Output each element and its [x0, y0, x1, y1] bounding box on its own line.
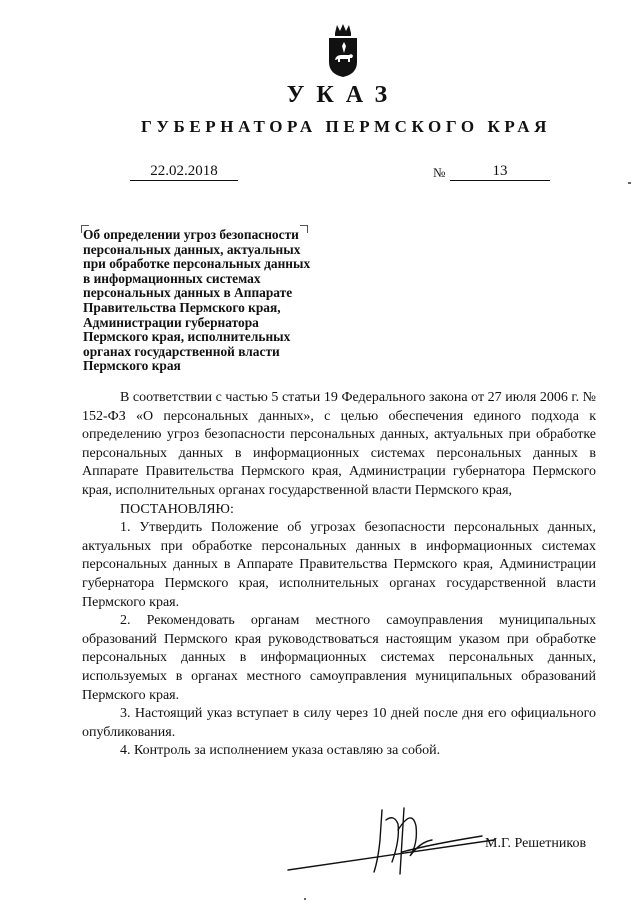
- heading-line: в информационных системах: [83, 270, 261, 286]
- heading-line: Администрации губернатора: [83, 314, 259, 330]
- clause-2: 2. Рекомендовать органам местного самоуправления муниципальных образований Пермского края руководствоваться настоящим указом при обработке персональных данных в информационных системах персональных данных, используемых в органах местного самоуправления муниципальных образований Пермского края.: [82, 613, 596, 703]
- scan-speck: [628, 182, 631, 184]
- decree-heading: [83, 228, 353, 374]
- decree-date: 22.02.2018: [130, 162, 238, 181]
- scan-speck: [304, 898, 306, 900]
- clause-4: 4. Контроль за исполнением указа оставляю за собой.: [120, 743, 441, 759]
- heading-line: персональных данных в Аппарате: [83, 285, 293, 301]
- resolution-word: ПОСТАНОВЛЯЮ:: [120, 501, 234, 517]
- heading-line: Правительства Пермского края,: [83, 299, 281, 315]
- clause-3: 3. Настоящий указ вступает в силу через 10 дней после дня его официального опубликования.: [82, 706, 596, 740]
- decree-number: 13: [450, 162, 550, 181]
- document-title: УКАЗ: [286, 82, 400, 108]
- handwritten-signature: [282, 800, 502, 880]
- preamble-paragraph: В соответствии с частью 5 статьи 19 Федерального закона от 27 июля 2006 г. № 152-ФЗ «О персональных данных», с целью обеспечения единого подхода к определению угроз безопасности персональных данных, актуальных при обработке персональных данных в информационных системах персональных данных в Аппарате Правительства Пермского края, Администрации губернатора Пермского края, исполнительных органах государственной власти Пермского края,: [82, 390, 596, 498]
- decree-number-label: №: [433, 165, 446, 180]
- heading-line: при обработке персональных данных: [83, 256, 311, 272]
- heading-line: персональных данных, актуальных: [83, 241, 301, 257]
- document-issuer: ГУБЕРНАТОРА ПЕРМСКОГО КРАЯ: [141, 117, 551, 136]
- heading-line: Пермского края: [83, 358, 181, 374]
- heading-line: Об определении угроз безопасности: [83, 227, 299, 242]
- clause-1: 1. Утвердить Положение об угрозах безопасности персональных данных, актуальных при обработке персональных данных в информационных системах персональных данных в Аппарате Правительства Пермского края, Администрации губернатора Пермского края, исполнительных органах государственной власти Пермского края.: [82, 520, 596, 610]
- coat-of-arms-icon: [327, 22, 359, 78]
- signer-name: М.Г. Решетников: [485, 836, 587, 851]
- heading-line: Пермского края, исполнительных: [83, 329, 291, 345]
- decree-body: [82, 389, 596, 761]
- heading-line: органах государственной власти: [83, 343, 280, 359]
